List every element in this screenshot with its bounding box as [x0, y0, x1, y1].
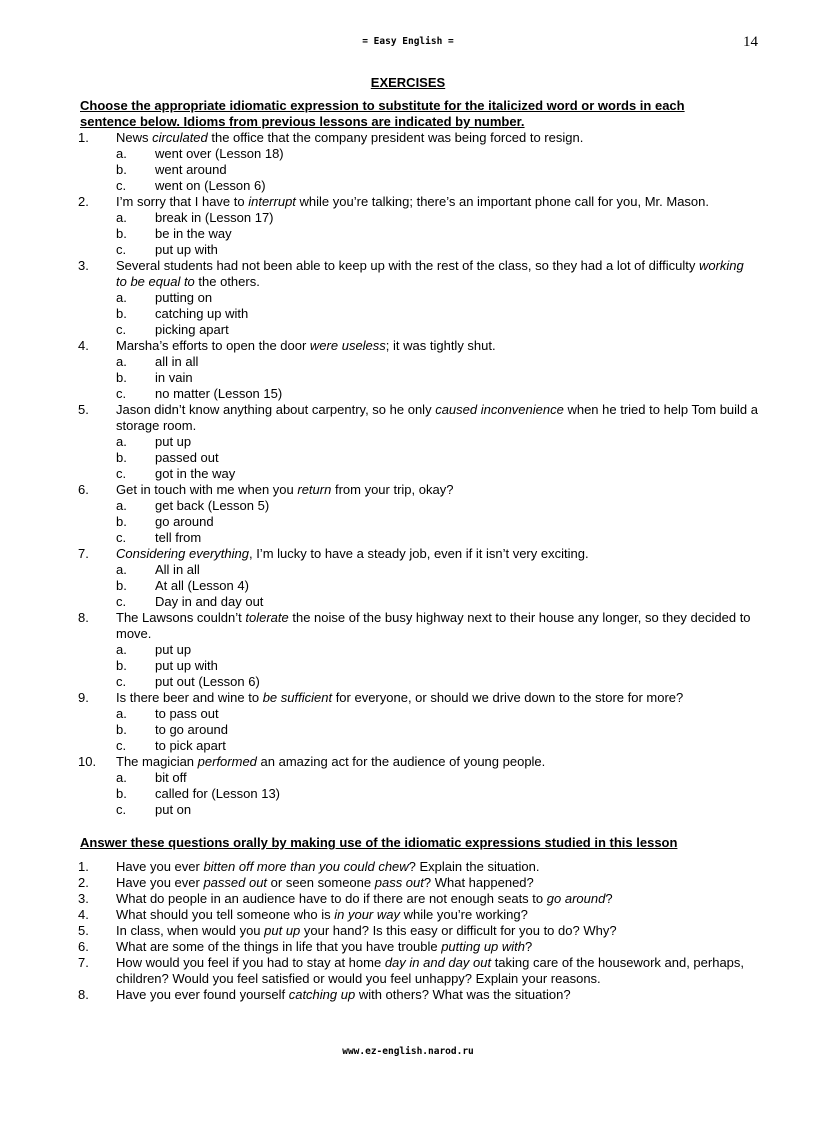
exercise-item — [78, 546, 758, 610]
exercise-item — [78, 258, 758, 338]
oral-question — [78, 907, 758, 923]
option-text: Day in and day out — [155, 594, 264, 609]
option-letter: b. — [116, 658, 127, 673]
oral-question — [78, 939, 758, 955]
oral-question-pre: In class, when would you — [116, 923, 265, 938]
option-letter: b. — [116, 786, 127, 801]
answer-option — [78, 370, 758, 386]
oral-question-pre: Have you ever — [116, 875, 204, 890]
oral-question — [78, 923, 758, 939]
answer-option — [78, 162, 758, 178]
option-letter: a. — [116, 146, 127, 161]
oral-question-post: with others? What was the situation? — [355, 987, 571, 1002]
oral-question-number: 3. — [78, 891, 89, 906]
oral-question-italic: putting up with — [441, 939, 526, 954]
answer-option — [78, 706, 758, 722]
question-italic: caused inconvenience — [435, 402, 564, 417]
exercise-item — [78, 130, 758, 194]
question-pre: The Lawsons couldn’t — [116, 610, 246, 625]
oral-question-list — [78, 859, 758, 1003]
page-number: 14 — [743, 34, 758, 50]
answer-option — [78, 594, 758, 610]
oral-question-post: ? Explain the situation. — [408, 859, 540, 874]
option-text: got in the way — [155, 466, 236, 481]
option-letter: b. — [116, 450, 127, 465]
question-pre: Is there beer and wine to — [116, 690, 263, 705]
oral-question — [78, 955, 758, 987]
question-text — [78, 754, 758, 770]
option-text: go around — [155, 514, 214, 529]
question-italic: performed — [197, 754, 257, 769]
oral-question-pre: What are some of the things in life that you have trouble — [116, 939, 442, 954]
option-text: picking apart — [155, 322, 229, 337]
question-text — [78, 402, 758, 434]
option-text: passed out — [155, 450, 219, 465]
exercise-item — [78, 754, 758, 818]
question-number: 8. — [78, 610, 89, 625]
question-number: 3. — [78, 258, 89, 273]
answer-option — [78, 354, 758, 370]
oral-question-post: while you’re working? — [399, 907, 528, 922]
answer-option — [78, 386, 758, 402]
option-text: called for (Lesson 13) — [155, 786, 281, 801]
option-letter: c. — [116, 178, 127, 193]
answer-option — [78, 578, 758, 594]
option-letter: a. — [116, 706, 127, 721]
question-pre: Jason didn’t know anything about carpentry, so he only — [116, 402, 436, 417]
header-title: = Easy English = — [362, 36, 454, 47]
option-text: get back (Lesson 5) — [155, 498, 270, 513]
oral-question-number: 7. — [78, 955, 89, 970]
option-letter: c. — [116, 674, 127, 689]
question-post: the office that the company president was being forced to resign. — [207, 130, 584, 145]
answer-option — [78, 562, 758, 578]
oral-question-pre: What should you tell someone who is — [116, 907, 335, 922]
question-pre: Marsha’s efforts to open the door — [116, 338, 310, 353]
oral-question-post-2: ? What happened? — [423, 875, 534, 890]
oral-question-post: your hand? Is this easy or difficult for you to do? Why? — [300, 923, 617, 938]
option-letter: a. — [116, 434, 127, 449]
oral-question-number: 6. — [78, 939, 89, 954]
exercise-item — [78, 402, 758, 482]
oral-question-post: taking care of the housework and, perhaps, children? Would you feel satisfied or would you feel unhappy? Explain your reasons. — [116, 955, 745, 986]
question-post: ; it was tightly shut. — [385, 338, 496, 353]
answer-option — [78, 322, 758, 338]
oral-question-number: 8. — [78, 987, 89, 1002]
answer-option — [78, 674, 758, 690]
answer-option — [78, 802, 758, 818]
option-letter: a. — [116, 498, 127, 513]
question-post: the others. — [194, 274, 260, 289]
answer-option — [78, 146, 758, 162]
option-letter: a. — [116, 642, 127, 657]
option-letter: c. — [116, 322, 127, 337]
answer-option — [78, 242, 758, 258]
option-text: to go around — [155, 722, 229, 737]
option-text: putting on — [155, 290, 213, 305]
answer-option — [78, 466, 758, 482]
question-text — [78, 194, 758, 210]
question-pre: The magician — [116, 754, 198, 769]
answer-option — [78, 226, 758, 242]
oral-question — [78, 891, 758, 907]
question-post: , I’m lucky to have a steady job, even if it isn’t very exciting. — [248, 546, 589, 561]
option-text: put up with — [155, 658, 218, 673]
option-text: in vain — [155, 370, 193, 385]
answer-option — [78, 786, 758, 802]
answer-option — [78, 530, 758, 546]
question-text — [78, 690, 758, 706]
option-letter: b. — [116, 514, 127, 529]
answer-option — [78, 658, 758, 674]
oral-question-italic-2: pass out — [374, 875, 424, 890]
answer-option — [78, 450, 758, 466]
oral-question-pre: Have you ever — [116, 859, 204, 874]
answer-option — [78, 498, 758, 514]
question-number: 1. — [78, 130, 89, 145]
option-text: put on — [155, 802, 192, 817]
question-text — [78, 258, 758, 290]
question-italic: circulated — [152, 130, 208, 145]
oral-heading: Answer these questions orally by making use of the idiomatic expressions studied in this lesson — [80, 835, 678, 850]
oral-question-post: ? — [605, 891, 613, 906]
option-letter: c. — [116, 738, 127, 753]
option-text: At all (Lesson 4) — [155, 578, 249, 593]
option-text: went around — [155, 162, 227, 177]
option-text: put out (Lesson 6) — [155, 674, 260, 689]
oral-question-number: 2. — [78, 875, 89, 890]
option-text: went over (Lesson 18) — [155, 146, 284, 161]
question-number: 7. — [78, 546, 89, 561]
oral-question-italic: catching up — [288, 987, 356, 1002]
answer-option — [78, 642, 758, 658]
question-number: 10. — [78, 754, 97, 769]
option-letter: b. — [116, 162, 127, 177]
option-letter: a. — [116, 770, 127, 785]
option-text: all in all — [155, 354, 199, 369]
answer-option — [78, 722, 758, 738]
oral-question — [78, 859, 758, 875]
oral-question-post: ? — [525, 939, 533, 954]
oral-question-italic: put up — [264, 923, 301, 938]
option-text: All in all — [155, 562, 200, 577]
exercise-item — [78, 690, 758, 754]
option-letter: a. — [116, 210, 127, 225]
oral-question-pre: How would you feel if you had to stay at home — [116, 955, 385, 970]
option-text: be in the way — [155, 226, 232, 241]
answer-option — [78, 290, 758, 306]
question-italic: tolerate — [245, 610, 289, 625]
question-number: 6. — [78, 482, 89, 497]
question-number: 4. — [78, 338, 89, 353]
option-letter: b. — [116, 306, 127, 321]
option-text: to pick apart — [155, 738, 226, 753]
oral-question-pre: What do people in an audience have to do if there are not enough seats to — [116, 891, 547, 906]
option-letter: c. — [116, 242, 127, 257]
answer-option — [78, 306, 758, 322]
question-post: an amazing act for the audience of young people. — [256, 754, 546, 769]
oral-question-number: 4. — [78, 907, 89, 922]
oral-question-italic: in your way — [334, 907, 400, 922]
option-letter: c. — [116, 530, 127, 545]
oral-question-number: 1. — [78, 859, 89, 874]
question-number: 5. — [78, 402, 89, 417]
exercise-item — [78, 194, 758, 258]
instructions: Choose the appropriate idiomatic expression to substitute for the italicized word or words in each sentence below. Idioms from previous lessons are indicated by number. — [80, 98, 685, 129]
question-italic: working to be equal to — [116, 258, 744, 289]
question-pre: Several students had not been able to keep up with the rest of the class, so they had a lot of difficulty — [116, 258, 699, 273]
question-pre: Get in touch with me when you — [116, 482, 298, 497]
option-text: went on (Lesson 6) — [155, 178, 266, 193]
question-text — [78, 610, 758, 642]
option-text: catching up with — [155, 306, 249, 321]
oral-question-italic: passed out — [203, 875, 268, 890]
option-text: tell from — [155, 530, 202, 545]
answer-option — [78, 514, 758, 530]
oral-question — [78, 875, 758, 891]
question-text — [78, 130, 758, 146]
option-letter: b. — [116, 226, 127, 241]
option-letter: a. — [116, 562, 127, 577]
oral-question-italic: bitten off more than you could chew — [203, 859, 409, 874]
answer-option — [78, 770, 758, 786]
option-letter: b. — [116, 578, 127, 593]
answer-option — [78, 738, 758, 754]
question-italic: return — [297, 482, 332, 497]
question-post: while you’re talking; there’s an important phone call for you, Mr. Mason. — [295, 194, 710, 209]
oral-question-pre: Have you ever found yourself — [116, 987, 289, 1002]
oral-question-number: 5. — [78, 923, 89, 938]
option-letter: c. — [116, 386, 127, 401]
oral-question-italic: day in and day out — [384, 955, 492, 970]
option-letter: c. — [116, 802, 127, 817]
question-pre: News — [116, 130, 153, 145]
oral-question-italic: go around — [546, 891, 606, 906]
question-pre: I’m sorry that I have to — [116, 194, 249, 209]
question-italic: be sufficient — [262, 690, 333, 705]
question-post: for everyone, or should we drive down to the store for more? — [332, 690, 684, 705]
exercise-list — [78, 130, 758, 818]
question-text — [78, 546, 758, 562]
question-italic: Considering everything — [116, 546, 249, 561]
exercise-item — [78, 610, 758, 690]
option-text: put up with — [155, 242, 218, 257]
oral-question — [78, 987, 758, 1003]
answer-option — [78, 210, 758, 226]
exercise-item — [78, 482, 758, 546]
question-number: 9. — [78, 690, 89, 705]
question-post: when he tried to help Tom build a storage room. — [116, 402, 759, 433]
option-letter: a. — [116, 290, 127, 305]
option-letter: a. — [116, 354, 127, 369]
option-text: no matter (Lesson 15) — [155, 386, 283, 401]
option-text: to pass out — [155, 706, 219, 721]
option-text: put up — [155, 642, 192, 657]
option-letter: b. — [116, 370, 127, 385]
option-letter: c. — [116, 466, 127, 481]
question-italic: were useless — [309, 338, 386, 353]
footer-url: www.ez-english.narod.ru — [342, 1046, 474, 1057]
question-number: 2. — [78, 194, 89, 209]
option-text: break in (Lesson 17) — [155, 210, 274, 225]
option-text: bit off — [155, 770, 187, 785]
question-text — [78, 338, 758, 354]
option-letter: b. — [116, 722, 127, 737]
question-post: from your trip, okay? — [331, 482, 454, 497]
question-post: the noise of the busy highway next to their house any longer, so they decided to move. — [116, 610, 751, 641]
option-text: put up — [155, 434, 192, 449]
exercises-heading: EXERCISES — [370, 75, 446, 90]
exercise-item — [78, 338, 758, 402]
question-text — [78, 482, 758, 498]
option-letter: c. — [116, 594, 127, 609]
answer-option — [78, 178, 758, 194]
question-italic: interrupt — [248, 194, 296, 209]
oral-question-post: or seen someone — [267, 875, 375, 890]
answer-option — [78, 434, 758, 450]
